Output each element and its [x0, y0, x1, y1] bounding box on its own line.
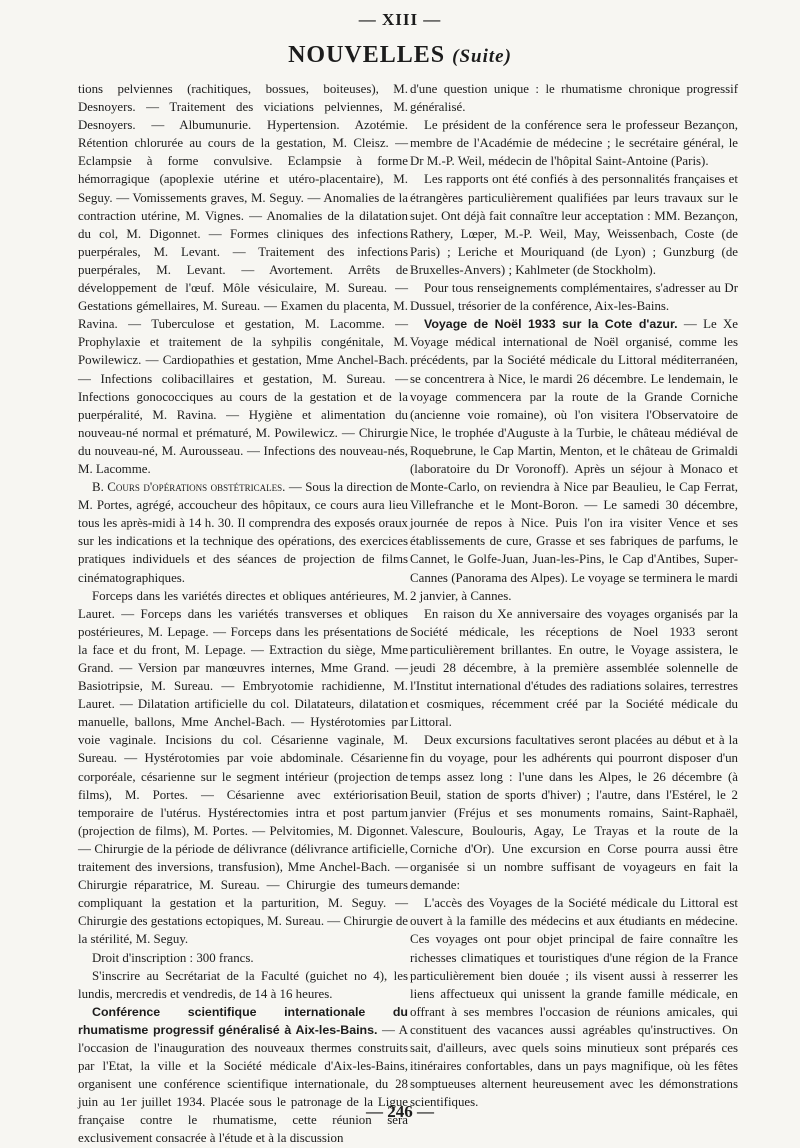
paragraph-heading: Conférence scientifique internationale du rhumatisme progressif généralisé à Aix-les-Bains. [78, 1004, 408, 1037]
paragraph [410, 315, 738, 605]
page-title [0, 42, 800, 69]
page-number: — 246 — [366, 1102, 434, 1121]
paragraph-heading: Voyage de Noël 1933 sur la Cote d'azur. [424, 317, 678, 332]
page-roman-numeral: — XIII — [358, 10, 442, 29]
paragraph: Le président de la conférence sera le professeur Bezançon, membre de l'Académie de médecine ; le secrétaire général, le Dr M.-P. Weil, médecin de l'hôpital Saint-Antoine (Paris). [410, 118, 738, 169]
right-column [410, 80, 738, 1111]
paragraph: Droit d'inscription : 300 francs. [92, 950, 254, 965]
paragraph: Les rapports ont été confiés à des personnalités françaises et étrangères particulièrement qualifiées par leurs travaux sur le sujet. Ont déjà fait connaître leur acceptation : MM. Bezançon, Rathery, Lœper, M.-P. Weil, May, Weissenbach, Coste (de Paris) ; Leriche et Mouriquand (de Lyon) ; Gunzburg (de Bruxelles-Anvers) ; Kahlmeter (de Stockholm). [410, 172, 738, 277]
paragraph: L'accès des Voyages de la Société médicale du Littoral est ouvert à la famille des médecins et aux étudiants en médecine. Ces voyages ont pour objet principal de faire connaître les richesses climatiques et touristiques d'une région de la France particulièrement bien douée ; ils visent aussi à resserrer les liens affectueux qui unissent la grande famille médicale, en offrant à ses membres l'occasion de réunions amicales, qui constituent des vacances aussi agréables qu'instructives. On sait, d'ailleurs, avec quels soins minutieux sont préparés ces itinéraires confortables, dans un pays magnifique, où les fêtes somptueuses alternent heureusement avec les démonstrations scientifiques. [410, 896, 738, 1110]
paragraph-text: — A l'occasion de l'inauguration des nouveaux thermes construits par l'Etat, la ville et la Société médicale d'Aix-les-Bains, organisent une conférence scientifique internationale, du 28 juin au 1er juillet 1934. Placée sous le patronage de la Ligue française contre le rhumatisme, cette réunion sera exclusivement consacrée à l'étude et à la discussion [78, 1022, 408, 1146]
section-title-suite: (Suite) [452, 46, 512, 67]
section-title: NOUVELLES [288, 42, 446, 68]
paragraph [78, 1003, 408, 1148]
left-column [78, 80, 408, 1148]
paragraph: Forceps dans les variétés directes et obliques antérieures, M. Lauret. — Forceps dans les variétés transverses et obliques postérieures, M. Lepage. — Forceps dans les présentations de la face et du front, M. Lepage. — Extraction du siège, Mme Grand. — Version par manœuvres internes, Mme Grand. — Basiotripsie, M. Sureau. — Embryotomie rachidienne, M. Lauret. — Dilatation artificielle du col. Dilatateurs, dilatation manuelle, ballons, Mme Anchel-Bach. — Hystérotomies par voie vaginale. Incisions du col. Césarienne vaginale, M. Sureau. — Hystérotomies par voie abdominale. Césarienne corporéale, césarienne sur le segment intérieur (projection de films), M. Portes. — Césarienne avec extériorisation temporaire de l'utérus. Hystérectomies intra et post partum (projection de films), M. Portes. — Pelvitomies, M. Digonnet. — Chirurgie de la période de délivrance (délivrance artificielle, traitement des inversions, transfusion), Mme Anchel-Bach. — Chirurgie réparatrice, M. Sureau. — Chirurgie des tumeurs compliquant la gestation et la parturition, M. Seguy. — Chirurgie des gestations ectopiques, M. Sureau. — Chirurgie de la stérilité, M. Seguy. [78, 588, 408, 947]
paragraph: En raison du Xe anniversaire des voyages organisés par la Société médicale, les réceptions de Noel 1933 seront particulièrement brillantes. En outre, le Voyage assistera, le jeudi 28 décembre, à la première assemblée solennelle de l'Institut international d'études des radiations solaires, terrestres et cosmiques, récemment créé par la Société médicale du Littoral. [410, 606, 738, 730]
paragraph: Pour tous renseignements complémentaires, s'adresser au Dr Dussuel, trésorier de la conférence, Aix-les-Bains. [410, 281, 738, 314]
paragraph-text: — Sous la direction de M. Portes, agrégé, accoucheur des hôpitaux, ce cours aura lieu tous les après-midi à 14 h. 30. Il comprendra des exposés oraux sur les indications et la technique des opérations, des exercices pratiques individuels et des séances de projection de films cinématographiques. [78, 480, 408, 585]
paragraph: Deux excursions facultatives seront placées au début et à la fin du voyage, pour les adhérents qui pourront disposer d'un temps assez long : l'une dans les Alpes, le 26 décembre (à Beuil, station de sports d'hiver) ; l'autre, dans l'Estérel, le 2 janvier (Fréjus et ses monuments romains, Saint-Raphaël, Valescure, Boulouris, Agay, Le Trayas et la route de la Corniche d'Or). Une excursion en Corse pourra aussi être organisée si un nombre suffisant de voyageurs en fait la demande: [410, 733, 738, 893]
paragraph: d'une question unique : le rhumatisme chronique progressif généralisé. [410, 82, 738, 115]
paragraph-heading: B. Cours d'opérations obstétricales. [92, 480, 286, 495]
paragraph: S'inscrire au Secrétariat de la Faculté (guichet no 4), les lundis, mercredis et vendredis, de 14 à 16 heures. [78, 968, 408, 1001]
paragraph: tions pelviennes (rachitiques, bossues, boiteuses), M. Desnoyers. — Traitement des viciations pelviennes, M. Desnoyers. — Albumunurie. Hypertension. Azotémie. Rétention chlorurée au cours de la gestation, M. Cleisz. — Eclampsie à forme convulsive. Eclampsie à forme hémorragique (apoplexie utérine et utéro-placentaire), M. Seguy. — Vomissements graves, M. Seguy. — Anomalies de la contraction utérine, M. Vignes. — Anomalies de la dilatation du col, M. Digonnet. — Formes cliniques des infections puerpérales, M. Levant. — Traitement des infections puerpérales, M. Levant. — Avortement. Arrêts de développement de l'œuf. Môle vésiculaire, M. Sureau. — Gestations gémellaires, M. Sureau. — Examen du placenta, M. Ravina. — Tuberculose et gestation, M. Lacomme. — Prophylaxie et traitement de la syhpilis congénitale, M. Powilewicz. — Cardiopathies et gestation, Mme Anchel-Bach. — Infections colibacillaires et gestation, M. Sureau. — Infections gonococciques au cours de la gestation et de la puerpéralité, M. Ravina. — Hygiène et alimentation du nouveau-né normal et prématuré, M. Powilewicz. — Chirurgie du nouveau-né, M. Aurousseau. — Infections des nouveau-nés, M. Lacomme. [78, 82, 408, 476]
paragraph-text: — Le Xe Voyage médical international de Noël organisé, comme les précédents, par la Société médicale du Littoral méditerranéen, se concentrera à Nice, le mardi 26 décembre. Le lendemain, le voyage commencera par la route de la Grande Corniche (ancienne voie romaine), où l'on visitera l'Observatoire de Nice, le trophée d'Auguste à la Turbie, le château médiéval de Roquebrune, le Cap Martin, Menton, et le château de Grimaldi (laboratoire du Dr Voronoff). Après un séjour à Monaco et Monte-Carlo, on reviendra à Nice par Beaulieu, le Cap Ferrat, Villefranche et le Mont-Boron. — Le samedi 30 décembre, journée de repos à Nice. Puis l'on ira visiter Vence et ses établissements de cure, Grasse et ses fabriques de parfums, le Cannet, le Golfe-Juan, Juan-les-Pins, le Cap d'Antibes, Super-Cannes (Panorama des Alpes). Le voyage se terminera le mardi 2 janvier, à Cannes. [410, 317, 738, 603]
paragraph [78, 478, 408, 587]
